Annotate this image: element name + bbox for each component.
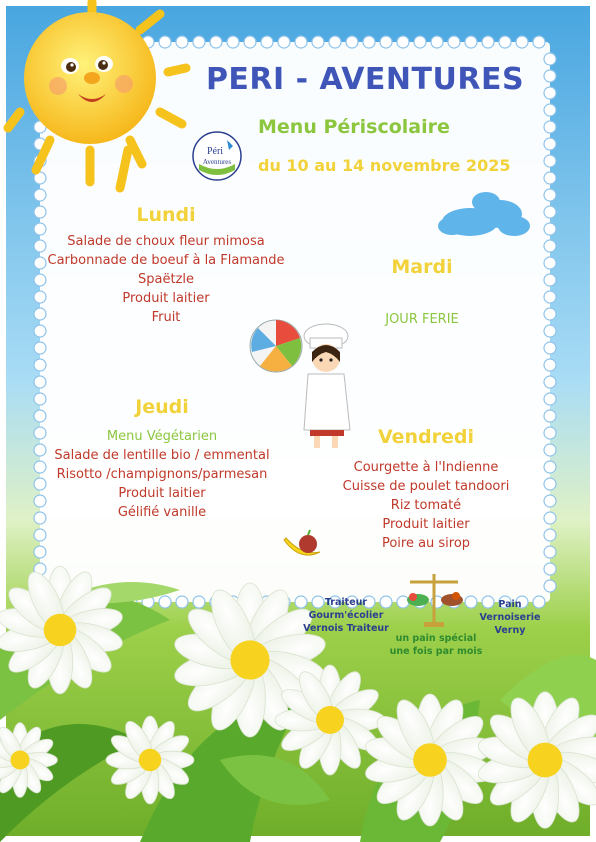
- day-vendredi-title: Vendredi: [377, 426, 475, 448]
- menu-item: Courgette à l'Indienne: [353, 460, 499, 475]
- pain-line: Pain: [498, 599, 522, 610]
- menu-subtitle: Menu Périscolaire: [258, 116, 450, 138]
- menu-item: Cuisse de poulet tandoori: [342, 479, 510, 494]
- menu-item: Menu Végétarien: [106, 429, 218, 444]
- pain-line: Vernoiserie: [479, 612, 541, 623]
- menu-item: Riz tomaté: [390, 498, 462, 513]
- svg-text:Aventures: Aventures: [202, 158, 232, 166]
- menu-item: Salade de lentille bio / emmental: [54, 448, 270, 463]
- day-mardi-menu: [332, 310, 512, 329]
- day-mardi-title: Mardi: [391, 256, 453, 278]
- menu-item: Produit laitier: [122, 291, 210, 306]
- special-bread-info: [386, 632, 486, 658]
- menu-item: Risotto /champignons/parmesan: [56, 467, 268, 482]
- page-title: PERI - AVENTURES: [205, 62, 525, 97]
- menu-item: Salade de choux fleur mimosa: [67, 234, 265, 249]
- peri-aventures-logo: [191, 130, 243, 182]
- traiteur-line: Gourm'écolier: [308, 610, 384, 621]
- menu-item: Fruit: [151, 310, 181, 325]
- date-range: du 10 au 14 novembre 2025: [258, 156, 511, 175]
- pain-line: Verny: [494, 625, 526, 636]
- day-vendredi-menu: [316, 458, 536, 553]
- traiteur-info: [298, 596, 394, 635]
- svg-text:Péri: Péri: [206, 146, 224, 157]
- day-jeudi-menu: [28, 427, 296, 522]
- menu-item: Gélifié vanille: [117, 505, 207, 520]
- menu-item: JOUR FERIE: [385, 312, 459, 327]
- traiteur-line: Vernois Traiteur: [303, 623, 389, 634]
- menu-item: Poire au sirop: [381, 536, 471, 551]
- traiteur-line: Traiteur: [324, 597, 368, 608]
- menu-item: Spaëtzle: [138, 272, 194, 287]
- special-line: une fois par mois: [389, 646, 483, 657]
- menu-item: Carbonnade de boeuf à la Flamande: [47, 253, 285, 268]
- menu-item: Produit laitier: [382, 517, 470, 532]
- day-jeudi-title: Jeudi: [135, 396, 189, 418]
- day-lundi-menu: [34, 232, 298, 327]
- special-line: un pain spécial: [395, 633, 477, 644]
- day-lundi-title: Lundi: [136, 204, 196, 226]
- menu-item: Produit laitier: [118, 486, 206, 501]
